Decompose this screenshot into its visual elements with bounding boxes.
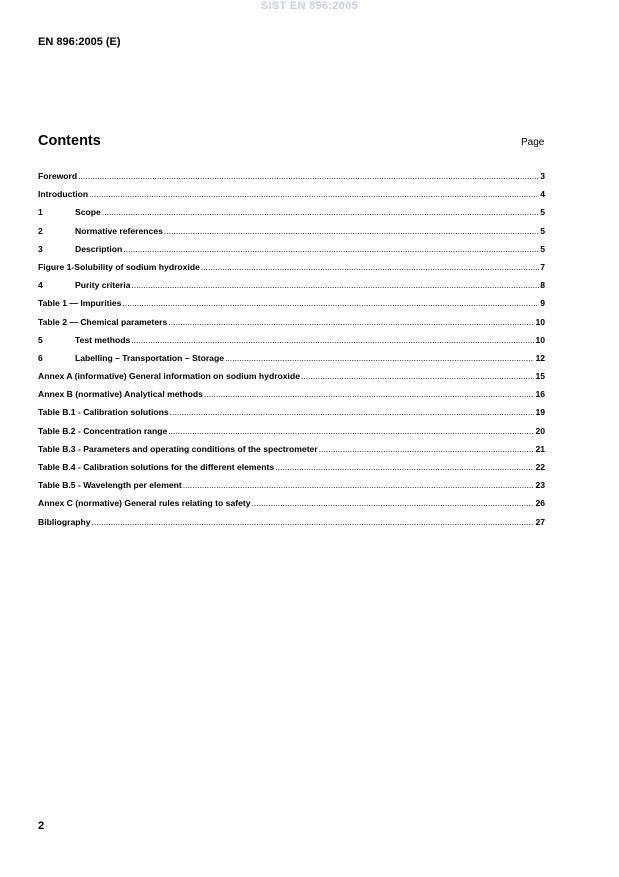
toc-entry-page: 20 — [535, 425, 545, 436]
toc-entry-page: 15 — [535, 371, 545, 382]
toc-leader-dots — [168, 317, 534, 327]
toc-entry-title: Table B.5 - Wavelength per element — [38, 480, 182, 491]
toc-entry-number: 5 — [38, 334, 43, 345]
toc-entry-introduction[interactable] — [38, 189, 545, 207]
toc-entry-page: 27 — [535, 516, 545, 527]
toc-entry-normative-references[interactable] — [38, 226, 545, 244]
toc-entry-title: Annex B (normative) Analytical methods — [38, 389, 203, 400]
toc-entry-table-1[interactable] — [38, 298, 545, 316]
toc-entry-page: 19 — [535, 407, 545, 418]
table-of-contents — [38, 171, 545, 535]
toc-entry-page: 7 — [540, 261, 545, 272]
toc-leader-dots — [319, 444, 535, 454]
toc-leader-dots — [78, 171, 539, 181]
toc-entry-number: 3 — [38, 243, 43, 254]
toc-entry-title: Test methods — [75, 334, 131, 345]
toc-entry-purity-criteria[interactable] — [38, 280, 545, 298]
toc-entry-title: Table B.1 - Calibration solutions — [38, 407, 169, 418]
toc-entry-annex-b[interactable] — [38, 389, 545, 407]
toc-entry-page: 3 — [540, 171, 545, 181]
toc-entry-labelling[interactable] — [38, 353, 545, 371]
toc-entry-foreword[interactable] — [38, 171, 545, 189]
toc-leader-dots — [123, 244, 539, 254]
toc-entry-title: Annex A (informative) General information on sodium hydroxide — [38, 371, 300, 382]
toc-entry-scope[interactable] — [38, 207, 545, 225]
toc-entry-page: 23 — [535, 480, 545, 491]
toc-entry-description[interactable] — [38, 244, 545, 262]
toc-leader-dots — [301, 371, 534, 381]
toc-leader-dots — [131, 280, 539, 290]
toc-leader-dots — [168, 426, 534, 436]
toc-entry-title: Table B.4 - Calibration solutions for the different elements — [38, 462, 275, 472]
toc-entry-page: 21 — [535, 443, 545, 454]
page-column-label: Page — [521, 137, 545, 148]
watermark: SIST EN 896:2005 — [260, 0, 359, 12]
toc-leader-dots — [102, 207, 539, 217]
toc-leader-dots — [183, 480, 535, 490]
toc-entry-number: 4 — [38, 280, 43, 291]
toc-leader-dots — [164, 226, 539, 236]
toc-leader-dots — [122, 298, 539, 308]
toc-entry-page: 5 — [540, 243, 545, 254]
toc-entry-title: Purity criteria — [75, 280, 131, 291]
toc-entry-test-methods[interactable] — [38, 335, 545, 353]
toc-entry-number: 2 — [38, 225, 43, 236]
toc-entry-title: Table 2 — Chemical parameters — [38, 316, 168, 327]
toc-leader-dots — [131, 335, 534, 345]
toc-entry-page: 10 — [535, 334, 545, 345]
toc-entry-page: 5 — [540, 207, 545, 218]
toc-entry-title: Scope — [75, 207, 101, 218]
toc-leader-dots — [204, 389, 535, 399]
page-number: 2 — [38, 820, 45, 832]
toc-entry-title: Labelling – Transportation – Storage — [75, 352, 224, 363]
toc-entry-table-b2[interactable] — [38, 426, 545, 444]
document-id: EN 896:2005 (E) — [38, 36, 121, 48]
toc-entry-table-b3[interactable] — [38, 444, 545, 462]
toc-entry-table-b4[interactable] — [38, 462, 545, 480]
toc-entry-page: 12 — [535, 352, 545, 363]
contents-heading: Contents — [38, 133, 101, 149]
toc-entry-number: 6 — [38, 352, 43, 363]
toc-entry-page: 22 — [535, 462, 545, 472]
toc-leader-dots — [201, 262, 539, 272]
toc-entry-annex-a[interactable] — [38, 371, 545, 389]
toc-entry-page: 9 — [540, 298, 545, 309]
toc-entry-table-b1[interactable] — [38, 407, 545, 425]
toc-entry-title: Bibliography — [38, 516, 91, 527]
toc-entry-number: 1 — [38, 207, 43, 218]
toc-entry-annex-c[interactable] — [38, 498, 545, 516]
toc-entry-title: Introduction — [38, 189, 89, 200]
toc-entry-title: Annex C (normative) General rules relating to safety — [38, 498, 251, 509]
toc-entry-page: 10 — [535, 316, 545, 327]
toc-leader-dots — [92, 517, 535, 527]
toc-entry-title: Table B.2 - Concentration range — [38, 425, 168, 436]
toc-entry-page: 8 — [540, 280, 545, 291]
toc-leader-dots — [170, 407, 535, 417]
toc-leader-dots — [89, 189, 539, 199]
toc-entry-title: Figure 1-Solubility of sodium hydroxide — [38, 261, 200, 272]
toc-entry-title: Table B.3 - Parameters and operating conditions of the spectrometer — [38, 443, 318, 454]
toc-entry-title: Normative references — [75, 225, 163, 236]
toc-entry-page: 16 — [535, 389, 545, 400]
toc-leader-dots — [225, 353, 534, 363]
toc-entry-title: Description — [75, 243, 123, 254]
toc-entry-page: 4 — [540, 189, 545, 200]
toc-entry-table-b5[interactable] — [38, 480, 545, 498]
toc-leader-dots — [275, 462, 534, 472]
toc-entry-page: 26 — [535, 498, 545, 509]
toc-entry-figure-1[interactable] — [38, 262, 545, 280]
toc-entry-table-2[interactable] — [38, 317, 545, 335]
toc-entry-title: Foreword — [38, 171, 78, 181]
toc-leader-dots — [252, 498, 535, 508]
toc-entry-page: 5 — [540, 225, 545, 236]
toc-entry-bibliography[interactable] — [38, 517, 545, 535]
toc-entry-title: Table 1 — Impurities — [38, 298, 122, 309]
